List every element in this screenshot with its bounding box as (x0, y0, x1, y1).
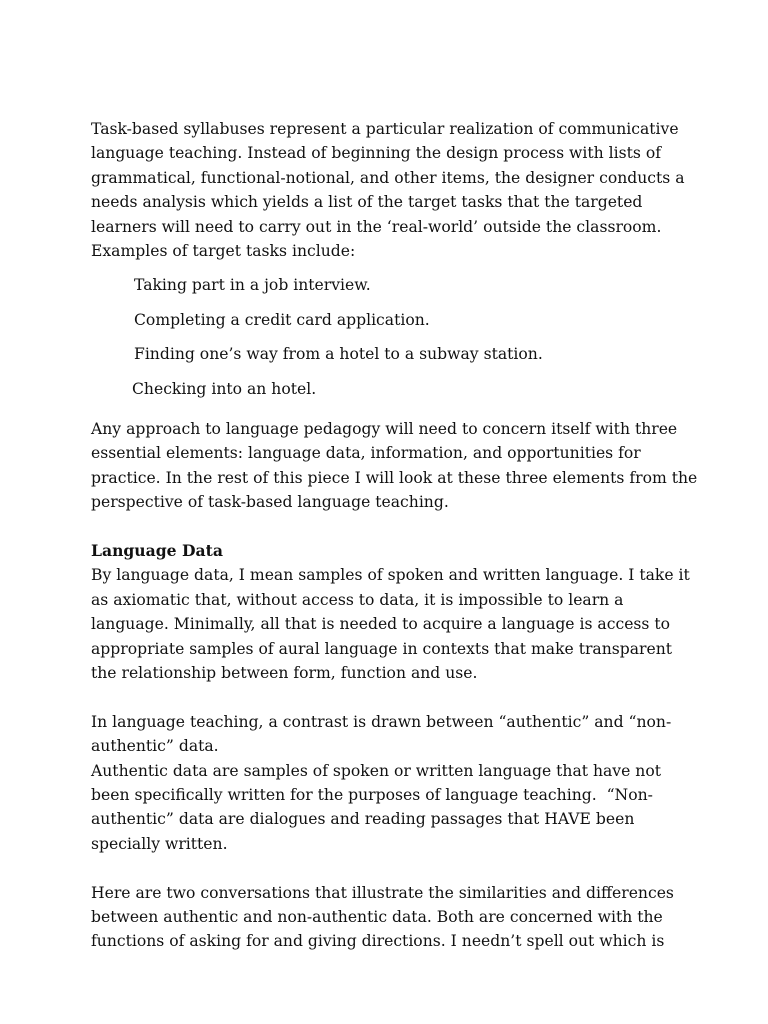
text-line: Here are two conversations that illustrate the similarities and differences (91, 883, 674, 902)
text-line: as axiomatic that, without access to data, it is impossible to learn a (91, 590, 624, 609)
text-line: functions of asking for and giving directions. I needn’t spell out which is (91, 932, 665, 951)
language-data-paragraph (91, 563, 691, 685)
text-line: Examples of target tasks include: (91, 242, 356, 261)
text-line: In language teaching, a contrast is drawn between “authentic” and “non- (91, 712, 672, 731)
text-line: been specifically written for the purposes of language teaching. “Non- (91, 786, 653, 805)
task-item: Finding one’s way from a hotel to a subway station. (134, 345, 543, 364)
text-line: authentic” data. (91, 737, 219, 756)
intro-paragraph (91, 117, 691, 263)
section-heading: Language Data (91, 541, 223, 561)
text-line: Any approach to language pedagogy will need to concern itself with three (91, 420, 678, 438)
text-line: language. Minimally, all that is needed to acquire a language is access to (91, 615, 671, 634)
task-item: Completing a credit card application. (134, 310, 430, 329)
blank-line (91, 515, 691, 539)
target-tasks-list (91, 273, 691, 411)
text-line: essential elements: language data, information, and opportunities for (91, 444, 641, 463)
text-line: perspective of task-based language teaching. (91, 493, 449, 512)
contrast-paragraph (91, 710, 691, 856)
text-line: between authentic and non-authentic data. Both are concerned with the (91, 908, 663, 927)
text-line: authentic” data are dialogues and reading passages that HAVE been (91, 810, 635, 829)
task-item: Taking part in a job interview. (134, 276, 371, 295)
text-line: Authentic data are samples of spoken or written language that have not (91, 761, 662, 780)
text-line: needs analysis which yields a list of the target tasks that the targeted (91, 193, 643, 212)
blank-line (91, 685, 691, 709)
text-line: appropriate samples of aural language in contexts that make transparent (91, 639, 673, 658)
text-line: language teaching. Instead of beginning the design process with lists of (91, 144, 661, 163)
text-line: specially written. (91, 834, 228, 853)
text-line: Task-based syllabuses represent a particular realization of communicative (91, 120, 679, 138)
text-line: learners will need to carry out in the ‘real-world’ outside the classroom. (91, 217, 662, 236)
task-item: Checking into an hotel. (132, 379, 317, 398)
text-line: grammatical, functional-notional, and other items, the designer conducts a (91, 168, 685, 187)
document-body (91, 117, 698, 954)
blank-line (91, 856, 691, 880)
approach-paragraph (91, 417, 698, 515)
conversations-paragraph (91, 881, 691, 954)
text-line: the relationship between form, function and use. (91, 664, 478, 683)
text-line: practice. In the rest of this piece I will look at these three elements from the (91, 468, 698, 487)
text-line: By language data, I mean samples of spoken and written language. I take it (91, 566, 690, 585)
